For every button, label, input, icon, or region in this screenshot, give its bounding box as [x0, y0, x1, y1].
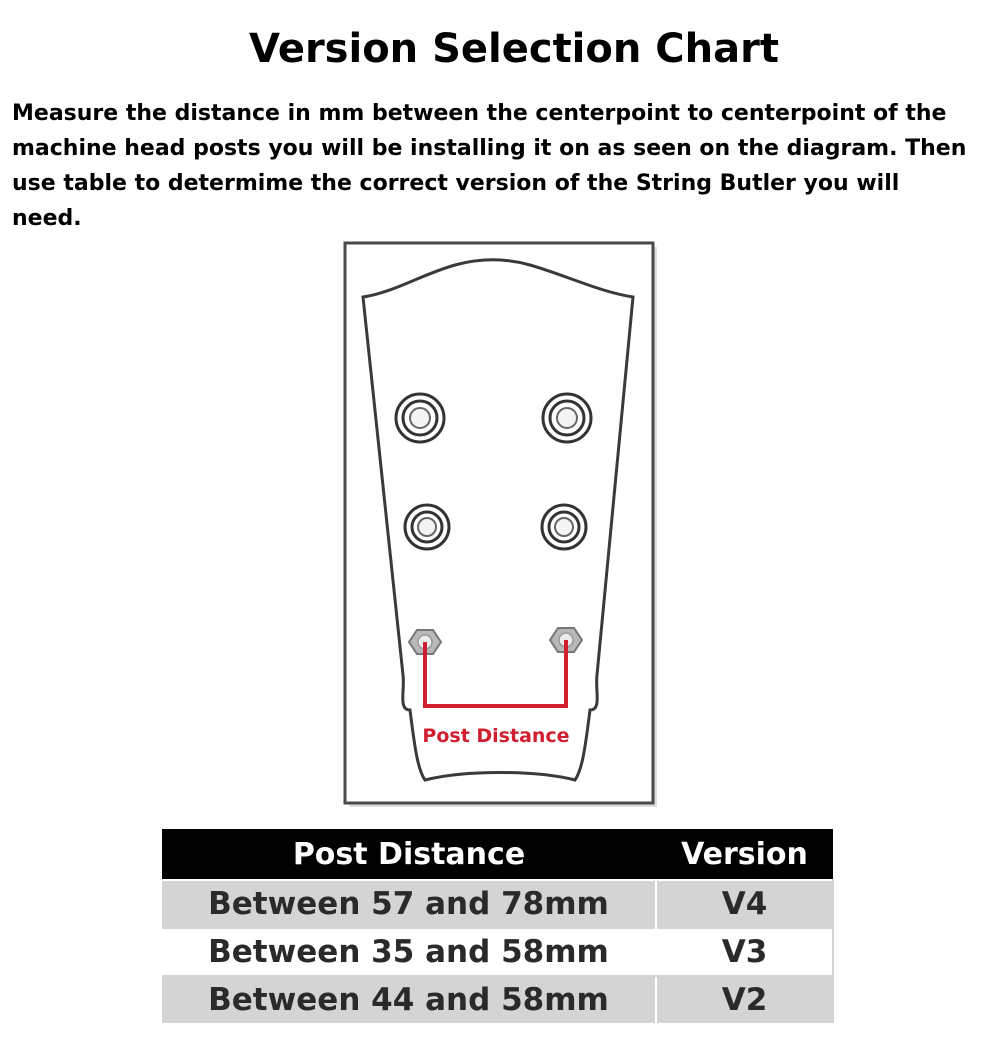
- post-distance-cell: Between 35 and 58mm: [162, 928, 656, 976]
- instructions-text: Measure the distance in mm between the centerpoint to centerpoint of the machine head posts you will be installing it on as seen on the diagram. Then use table to determime the correct version of the String Butler you will need.: [12, 101, 967, 231]
- post-distance-label: Post Distance: [422, 725, 570, 747]
- page-title: Version Selection Chart: [249, 26, 779, 72]
- version-table: [162, 829, 834, 1023]
- column-header-version: Version: [656, 829, 833, 880]
- tuner-post-icon: [543, 394, 591, 442]
- table-row: [162, 976, 833, 1023]
- table-row: [162, 928, 833, 976]
- headstock-svg: [320, 230, 680, 820]
- post-distance-cell: Between 57 and 78mm: [162, 880, 656, 928]
- table-row: [162, 880, 833, 928]
- headstock-outline: [363, 260, 633, 780]
- version-cell: V4: [656, 880, 833, 928]
- headstock-diagram: [320, 230, 680, 820]
- post-distance-cell: Between 44 and 58mm: [162, 976, 656, 1023]
- tuner-post-icon: [405, 505, 449, 549]
- tuner-post-icon: [396, 394, 444, 442]
- table-header-row: [162, 829, 833, 880]
- tuner-post-icon: [542, 505, 586, 549]
- version-cell: V2: [656, 976, 833, 1023]
- version-cell: V3: [656, 928, 833, 976]
- column-header-post-distance: Post Distance: [162, 829, 656, 880]
